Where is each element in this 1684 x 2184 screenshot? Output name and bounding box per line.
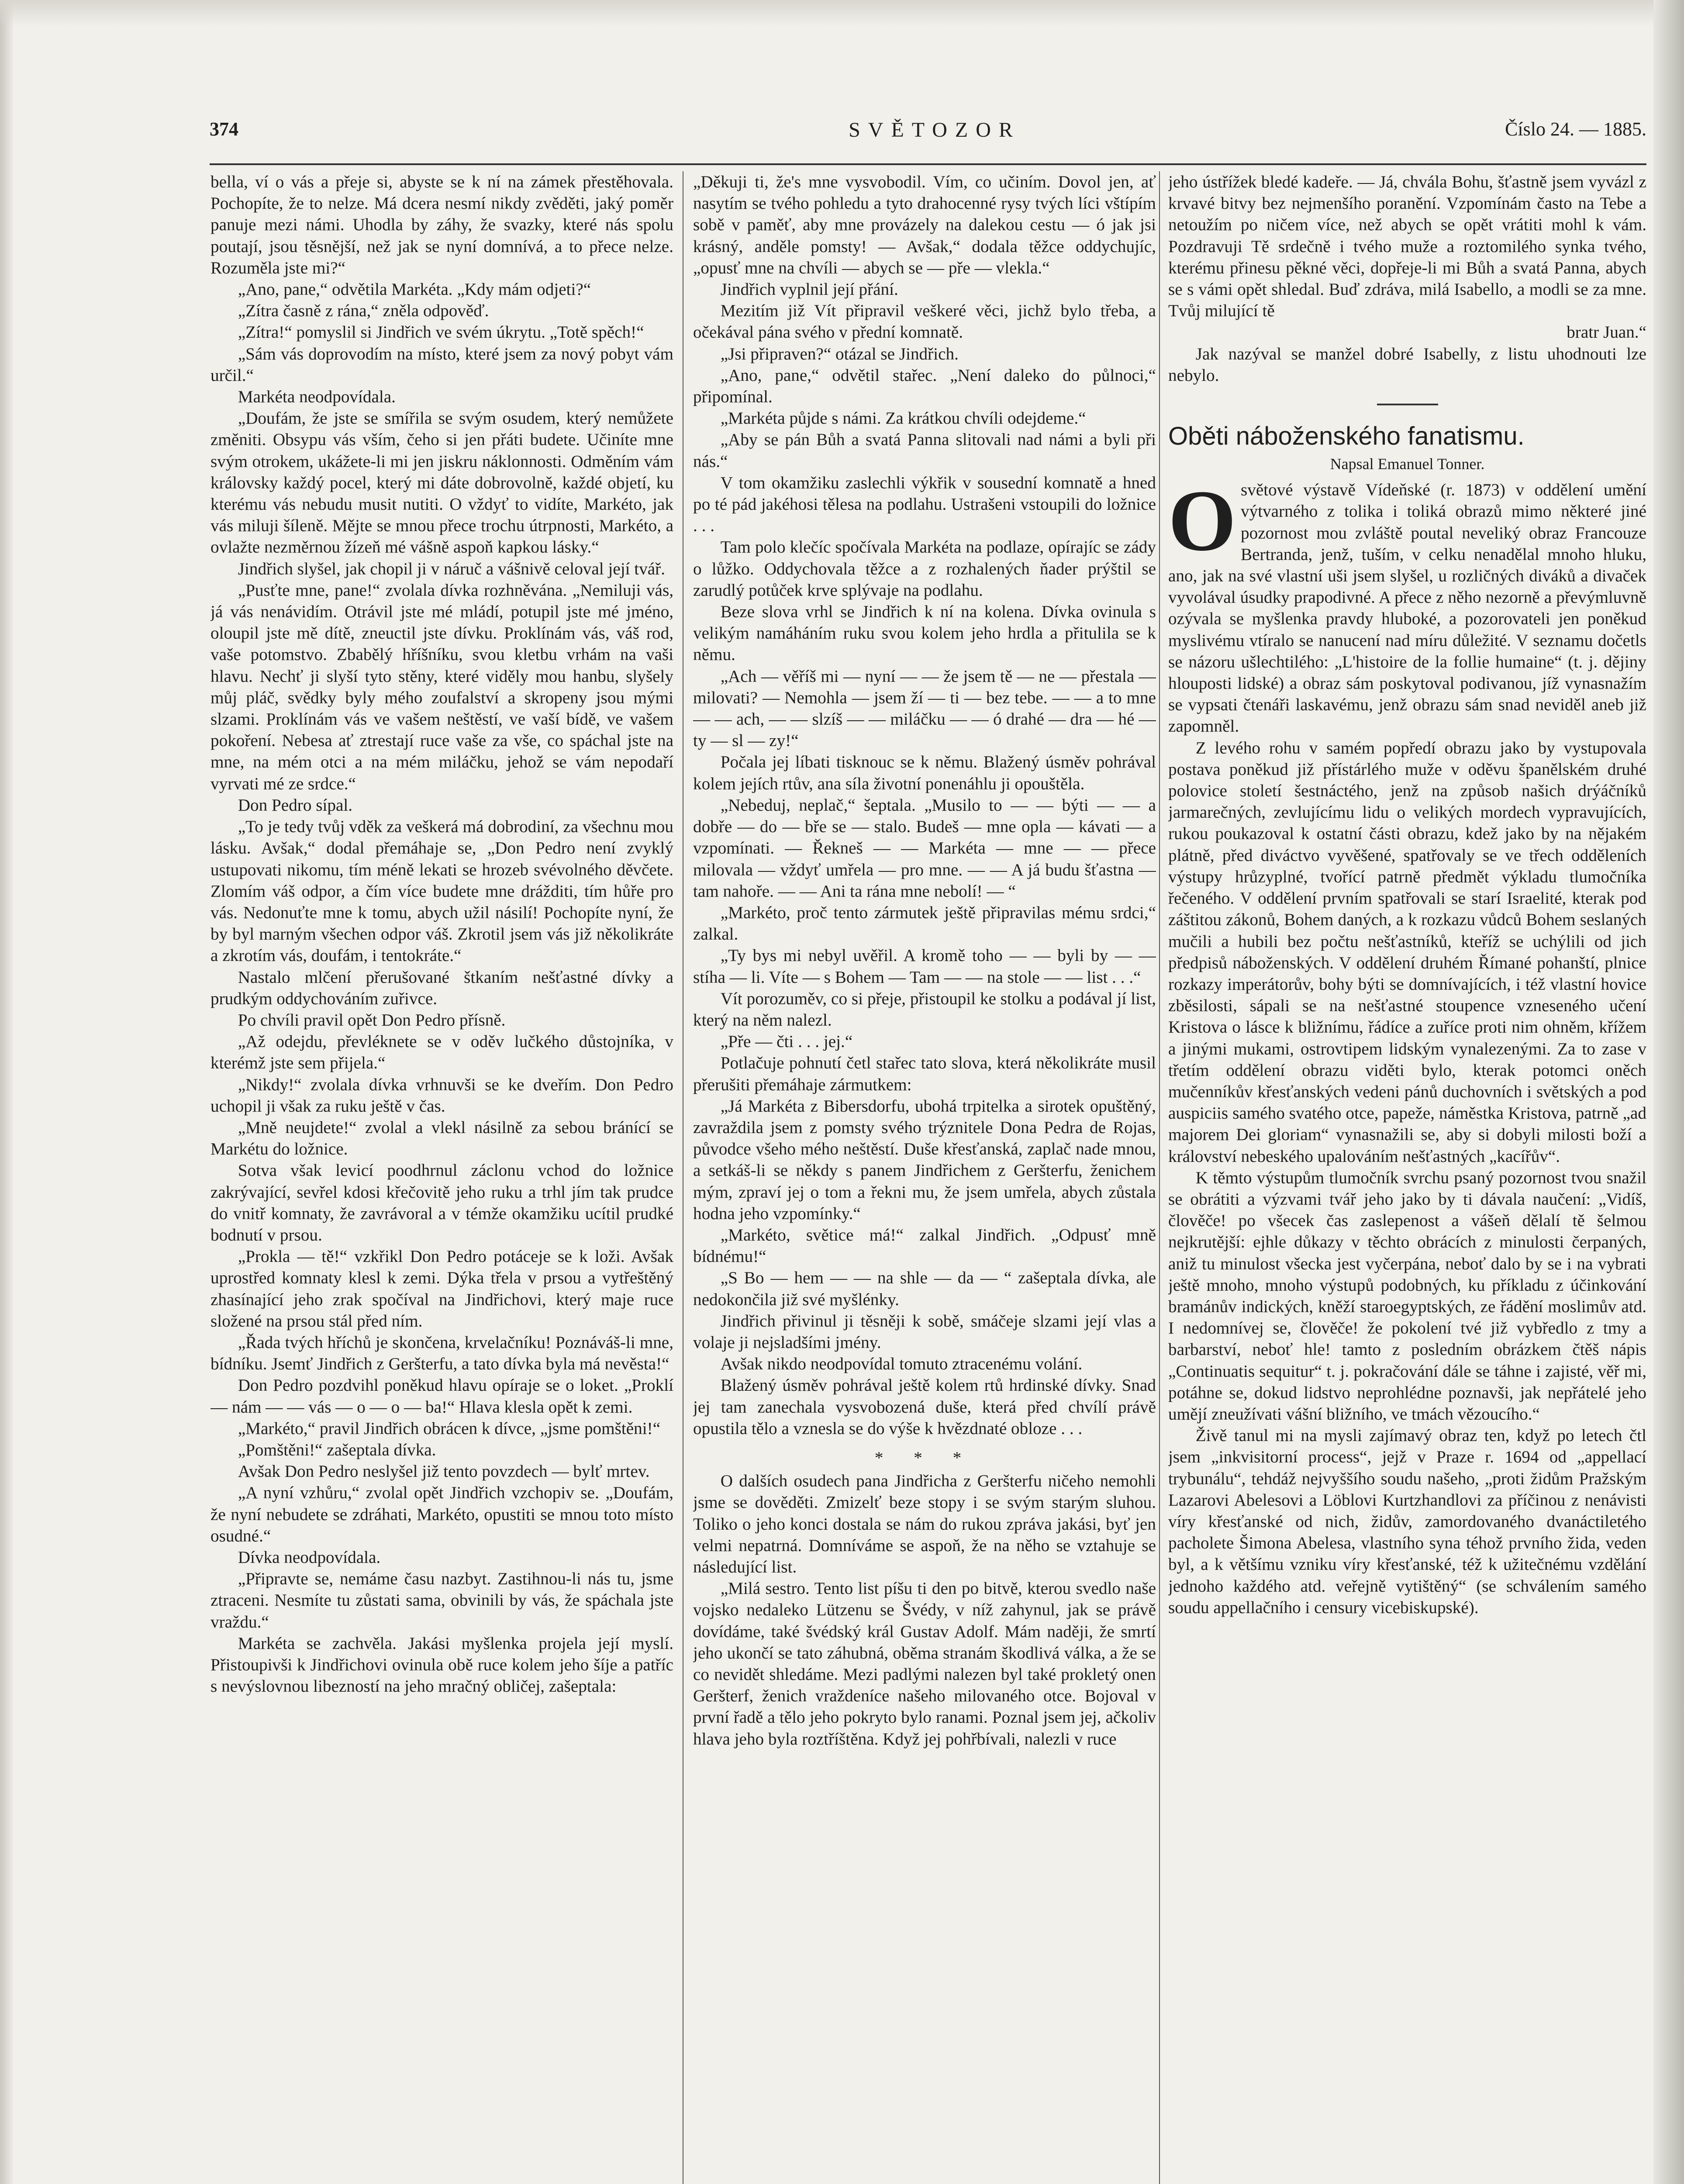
paragraph: O dalších osudech pana Jindřicha z Geršterfu ničeho nemohli jsme se dověděti. Zmizelť beze stopy i se svým starým sluhou. Toliko o jeho konci dostala se nám do rukou zpráva jakási, byť jen velmi nepatrná. Domníváme se aspoň, že na něho se vztahuje se následující list. [693, 1472, 1156, 1576]
paragraph: Nastalo mlčení přerušované štkaním nešťastné dívky a prudkým oddychováním zuřivce. [210, 968, 673, 1008]
drop-capital: O [1168, 473, 1236, 570]
paragraph: „Řada tvých hříchů je skončena, krvelačníku! Poznáváš-li mne, bídníku. Jsemť Jindřich z Geršterfu, a tato dívka byla má nevěsta!“ [210, 1333, 673, 1374]
column-separator [1159, 171, 1160, 2184]
paragraph: „Markéto, proč tento zármutek ještě připravilas mému srdci,“ zalkal. [693, 903, 1156, 944]
page-edge-shadow [1653, 0, 1684, 2184]
paragraph: „Nebeduj, neplač,“ šeptala. „Musilo to — — býti — — a dobře — do — bře se — stalo. Budeš — mne opla — kávati — a vzpomínati. — Řekneš — — Markéta — mne — — přece milovala — vždyť umřela — pro mne. — — A já budu šťastna — tam nahoře. — — Ani ta rána mne nebolí! — “ [693, 795, 1156, 901]
column-left [210, 171, 673, 2184]
article-title: Oběti náboženského fanatismu. [1168, 422, 1525, 451]
issue-number: Číslo 24. — 1885. [1505, 118, 1646, 140]
paragraph: „Zítra časně z rána,“ zněla odpověď. [238, 301, 489, 321]
paragraph: „Ach — věříš mi — nyní — — že jsem tě — ne — přestala — milovati? — Nemohla — jsem ží — ti — bez tebe. — — a to mne — — ach, — — slzíš — — miláčku — — ó drahé — dra — hé — ty — sl — zy!“ [693, 667, 1156, 750]
paragraph: „Doufám, že jste se smířila se svým osudem, který nemůžete změniti. Obsypu vás vším, čeho si jen přáti budete. Učiníte mne svým otrokem, ukážete-li mi jen jiskru náklonnosti. Odměním vám královsky každý pocel, který mi dáte dobrovolně, každé objetí, ku kterému vás nebudu musit nutiti. O vždyť to vidíte, Markéto, jak vás miluji šíleně. Mějte se mnou přece trochu útrpnosti, Markéto, a ovlažte nezměrnou žízeň mé vášně aspoň kapkou lásky.“ [210, 409, 673, 557]
paragraph: „Ano, pane,“ odvětila Markéta. „Kdy mám odjeti?“ [238, 280, 591, 299]
paragraph: Jindřich přivinul ji těsněji k sobě, smáčeje slzami její vlas a volaje ji nejsladšími jmény. [693, 1311, 1156, 1352]
paragraph: Po chvíli pravil opět Don Pedro přísně. [238, 1010, 506, 1030]
paragraph: Tam polo klečíc spočívala Markéta na podlaze, opírajíc se zády o lůžko. Oddychovala těžce a z rozhalených ňader prýštil se zarudlý potůček krve splývaje na podlahu. [693, 538, 1156, 600]
paragraph: „Markéto,“ pravil Jindřich obrácen k dívce, „jsme pomštěni!“ [238, 1419, 661, 1438]
paragraph: Dívka neodpovídala. [238, 1548, 381, 1567]
header-rule [210, 163, 1646, 165]
paragraph: „A nyní vzhůru,“ zvolal opět Jindřich vzchopiv se. „Doufám, že nyní nebudete se zdráhati, Markéto, opustiti se mnou toto místo osudné.“ [210, 1483, 673, 1545]
paragraph: Sotva však levicí poodhrnul záclonu vchod do ložnice zakrývající, sevřel kdosi křečovitě jeho ruku a trhl jím tak prudce do vnitř komnaty, že zavrávoral a v témže okamžiku ucítil prudké bodnutí v prsou. [210, 1161, 673, 1244]
paragraph: „Připravte se, nemáme času nazbyt. Zastihnou-li nás tu, jsme ztraceni. Nesmíte tu zůstati sama, obvinili by vás, že spáchala jste vraždu.“ [210, 1569, 673, 1631]
column-right [1168, 171, 1646, 2184]
paragraph: „Pomštěni!“ zašeptala dívka. [238, 1440, 436, 1459]
paragraph: Avšak Don Pedro neslyšel již tento povzdech — bylť mrtev. [238, 1462, 650, 1481]
paragraph: Beze slova vrhl se Jindřich k ní na kolena. Dívka ovinula s velikým namáháním ruku svou kolem jeho hrdla a přitulila se k němu. [693, 602, 1156, 664]
paragraph: Don Pedro pozdvihl poněkud hlavu opíraje se o loket. „Proklí — nám — — vás — o — o — ba!“ Hlava klesla opět k zemi. [210, 1376, 673, 1417]
paragraph: Jindřich vyplnil její přání. [720, 280, 898, 299]
paragraph: „Jsi připraven?“ otázal se Jindřich. [720, 344, 959, 363]
paragraph: K těmto výstupům tlumočník svrchu psaný pozornost tvou snažil se obrátiti a výzvami tvář jeho jako by ti dávala naučení: „Vidíš, člověče! po všecek čas zaslepenost a vášeň dělalí tě šelmou nejkrutější: ejhle důkazy v těchto obrácích z minulosti čerpaných, aniž tu minulost všecka jest vyčerpána, neboť dalo by se i na vybrati ještě mnoho, mnoho výstupů podobných, ku příkladu z účinkování bramánův indických, kněží staroegyptských, ze řádění moslimův atd. I nedomnívej se, člověče! že pokolení tvé již vybředlo z tmy a barbarství, neboť hle! tamto z posledním obrázkem čtěš nápis „Continuatis sequitur“ t. j. pokračování dále se táhne i zajisté, věř mi, potáhne se, dokud lidstvo neprohlédne poznavši, jak nepřátelé jeho umějí zneužívati vášní bližního, ve tmách vězoucího.“ [1168, 1168, 1646, 1424]
paragraph: „Děkuji ti, že's mne vysvobodil. Vím, co učiním. Dovol jen, ať nasytím se tvého pohledu a tyto drahocenné rysy tvých líci vštípím sobě v paměť, aby mne provázely na dalekou cestu — ó jak jsi krásný, anděle pomsty! — Avšak,“ dodala těžce oddychujíc, „opusť mne na chvíli — abych se — pře — vlekla.“ [693, 173, 1156, 277]
running-title: SVĚTOZOR [849, 118, 1021, 142]
paragraph: Mezitím již Vít připravil veškeré věci, jichž bylo třeba, a očekával pána svého v přední komnatě. [693, 301, 1156, 342]
paragraph: Jindřich slyšel, jak chopil ji v náruč a vášnivě celoval její tvář. [238, 559, 666, 578]
paragraph: „Prokla — tě!“ vzkřikl Don Pedro potáceje se k loži. Avšak uprostřed komnaty klesl k zemi. Dýka třela v prsou a vytřeštěný zhasínající jeho zrak spočíval na Jindřichovi, který maje ruce složené na prsou stál před ním. [210, 1247, 673, 1330]
paragraph: „Ano, pane,“ odvětil stařec. „Není daleko do půlnoci,“ připomínal. [693, 366, 1156, 407]
article-byline: Napsal Emanuel Tonner. [1330, 455, 1485, 473]
column-middle [693, 171, 1156, 2184]
paragraph: „Mně neujdete!“ zvolal a vlekl násilně za sebou bránící se Markétu do ložnice. [210, 1118, 673, 1159]
paragraph: Z levého rohu v samém popředí obrazu jako by vystupovala postava poněkud již přístárlého muže v oděvu španělském druhé polovice století šestnáctého, jenž na způsob našich drýáčníků jarmarečných, zevlujícímu lidu o velikých mordech vypravujících, rukou poukazoval k ostatní části obrazu, kdež jako by na nějakém plátně, před diváctvo vyvěšené, spatřovaly se ve třech odděleních výstupy hrůzyplné, tvořící patrně předmět výkladu tlumočníka řečeného. V oddělení prvním spatřovali se starí Israelité, kterak pod záštitou zákonů, Bohem daných, a k rozkazu vůdců Bohem seslaných mučili a hubili bez počtu nešťastníků, kteříž se uchýlili od jich předpisů náboženských. V oddělení druhém Římané pohanští, plnice rozkazy imperátorův, bohy býti se domnívajících, i též vlastní hovice zběsilosti, sápali se na nešťastné stoupence vzneseného učení Kristova o lásce k bližnímu, řádíce a zuříce proti nim ohněm, křížem a jinými mukami, ostrovtipem lidským vynalezenými. Za to zase v třetím oddělení obrazu viděti bylo, kterak potomci oněch mučenníkův křesťanských vedeni pánů duchovních i světských a pod auspiciis samého svatého otce, papeže, náměstka Kristova, patrně „ad majorem Dei gloriam“ vynasnažili se, aby si dobyli milosti boží a království nebeského upalováním nešťastných „kacířův“. [1168, 738, 1646, 1166]
page-top-shadow [0, 0, 1684, 26]
paragraph: Blažený úsměv pohrával ještě kolem rtů hrdinské dívky. Snad jej tam zanechala vysvobozená duše, která před chvílí právě opustila tělo a vznesla se do výše k hvězdnaté obloze . . . [693, 1376, 1156, 1438]
paragraph: Počala jej líbati tisknouc se k němu. Blažený úsměv pohrával kolem jejích rtův, ana síla životní ponenáhlu ji opouštěla. [693, 753, 1156, 793]
paragraph: Živě tanul mi na mysli zajímavý obraz ten, když po letech čtl jsem „inkvisitorní process“, jejž v Praze r. 1694 od „appellací trybunálu“, tehdáž nejvyššího soudu našeho, „proti židům Pražským Lazarovi Abelesovi a Löblovi Kurtzhandlovi za příčinou z nenávisti víry křesťanské od nich, židův, zamordovaného dvanáctiletého pacholete Šimona Abelesa, vlastního syna téhož prvního žida, veden byl, a k většímu vzniku víry křesťanské, též k užitečnému vzdělání jednoho každého atd. veřejně vytištěný“ (se schválením samého soudu appellačního i censury vicebiskupské). [1168, 1426, 1646, 1617]
page-header [210, 118, 1646, 153]
paragraph: „Aby se pán Bůh a svatá Panna slitovali nad námi a byli při nás.“ [693, 430, 1156, 471]
letter-ending: jeho ústřížek bledé kadeře. — Já, chvála Bohu, šťastně jsem vyvázl z krvavé bitvy bez nejmenšího poranění. Vzpomínám často na Tebe a netoužím po ničem více, než abych se opět vrátiti mohl k vám. Pozdravuji Tě srdečně i tvého muže a roztomilého synka tvého, kterému přinesu pěkné věci, dopřeje-li mi Bůh a svatá Panna, abych se s vámi opět shledal. Buď zdráva, milá Isabello, a modli se za mne. Tvůj milující tě [1168, 173, 1646, 321]
paragraph: Avšak nikdo neodpovídal tomuto ztracenému volání. [720, 1355, 1083, 1374]
paragraph: „Ty bys mi nebyl uvěřil. A kromě toho — — byli by — — stíha — li. Víte — s Bohem — Tam — — na stole — — list . . .“ [693, 946, 1156, 987]
paragraph: Markéta neodpovídala. [238, 387, 396, 407]
paragraph: „Markéta půjde s námi. Za krátkou chvíli odejdeme.“ [720, 409, 1086, 428]
paragraph: „S Bo — hem — — na shle — da — “ zašeptala dívka, ale nedokončila již své myšlénky. [693, 1268, 1156, 1309]
paragraph: „Milá sestro. Tento list píšu ti den po bitvě, kterou svedlo naše vojsko nedaleko Lützenu se Švédy, v níž zahynul, jak se právě dovídáme, také švédský král Gustav Adolf. Mám naději, že smrtí jeho ukončí se tato záhubná, oběma stranám škodlivá válka, a že se co nevidět shledáme. Mezi padlými nalezen byl také prokletý onen Geršterf, ženich vraždeníce našeho milovaného otce. Bojoval v první řadě a tělo jeho pokryto bylo ranami. Poznal jsem jej, ačkoliv hlava jeho byla roztříštěna. Když jej pohřbívali, nalezli v ruce [693, 1579, 1156, 1749]
paragraph: Potlačuje pohnutí četl stařec tato slova, která několikráte musil přerušiti přemáhaje zármutkem: [693, 1054, 1156, 1094]
paragraph: bella, ví o vás a přeje si, abyste se k ní na zámek přestěhovala. Pochopíte, že to nelze. Má dcera nesmí nikdy zvěděti, jaký poměr panuje mezi námi. Uhodla by záhy, že svazky, které nás spolu poutají, jsou těsnější, než jak se nyní domnívá, a to přece nelze. Rozuměla jste mi?“ [210, 173, 673, 277]
paragraph: „Sám vás doprovodím na místo, které jsem za nový pobyt vám určil.“ [210, 344, 673, 385]
paragraph: „Markéto, světice má!“ zalkal Jindřich. „Odpusť mně bídnému!“ [693, 1225, 1156, 1266]
paragraph: „Pusťte mne, pane!“ zvolala dívka rozhněvána. „Nemiluji vás, já vás nenávidím. Otrávil jste mé mládí, potupil jste mé jméno, oloupil jste mě dítě, zneuctil jste dívku. Proklínám vás, váš rod, vaše potomstvo. Zbabělý hříšníku, svou kletbu vrhám na vaši hlavu. Nechť ji slyší tyto stěny, které viděly mou hanbu, slyšely můj pláč, svědky byly mého zoufalství a skropeny jsou mými slzami. Proklínám vás ve vašem neštěstí, ve vaší bídě, ve vašem pokoření. Nebesa ať ztrestají ruce vaše za vše, co spáchal jste na mne, na mém otci a na mém miláčku, jehož se vám nepodaří vyrvati mé ze srdce.“ [210, 581, 673, 793]
paragraph: Markéta se zachvěla. Jakási myšlenka projela její myslí. Přistoupivši k Jindřichovi ovinula obě ruce kolem jeho šíje a patříc s nevýslovnou libezností na jeho mračný obličej, zašeptala: [210, 1634, 673, 1696]
paragraph: „Nikdy!“ zvolala dívka vrhnuvši se ke dveřím. Don Pedro uchopil ji však za ruku ještě v čas. [210, 1075, 673, 1116]
paragraph: „To je tedy tvůj vděk za veškerá má dobrodiní, za všechnu mou lásku. Avšak,“ dodal přemáhaje se, „Don Pedro není zvyklý ustupovati nikomu, tím méně lekati se hrozeb svévolného děvčete. Zlomím váš odpor, a čím více budete mne drážditi, tím hůře pro vás. Nedonuťte mne k tomu, abych užil násilí! Pochopíte nyní, že by byl marným všechen odpor váš. Zkrotil jsem vás již několikráte a zkrotím vás, doufám, i tentokráte.“ [210, 817, 673, 965]
page-number: 374 [210, 118, 238, 140]
paragraph: „Pře — čti . . . jej.“ [720, 1032, 853, 1051]
paragraph: „Zítra!“ pomyslil si Jindřich ve svém úkrytu. „Totě spěch!“ [238, 323, 644, 342]
paragraph: „Až odejdu, převléknete se v oděv lučkého důstojníka, v kterémž jste sem přijela.“ [210, 1032, 673, 1073]
paragraph: Don Pedro sípal. [238, 795, 353, 815]
article-body [1168, 473, 1646, 1618]
paragraph: světové výstavě Vídeňské (r. 1873) v oddělení umění výtvarného z tolika i toliká obrazů mimo některé jiné pozornost mou zvláště poutal neveliký obraz Francouze Bertranda, jenž, tuším, v celku nenadělal mnoho hluku, ano, jak na své vlastní uši jsem slyšel, u rozličných diváků a divaček vyvolával úsudky prapodivné. A přece z něho nezorně a převýmluvně ozývala se myšlenka pravdy hluboké, a pozorovateli jen poněkud myslivému vtíralo se nanucení nad míru důležité. V seznamu dočetls se názoru ušlechtilého: „L'histoire de la follie humaine“ (t. j. dějiny hlouposti lidské) a obraz sám poskytoval podivanou, jíž vynasnažím se vypsati čtenáři laskavému, jenž obrazu sám snad neviděl aneb již zapomněl. [1168, 480, 1646, 736]
page-binding-shadow [0, 0, 13, 2184]
section-divider [1377, 404, 1438, 405]
paragraph: V tom okamžiku zaslechli výkřik v sousední komnatě a hned po té pád jakéhosi tělesa na podlahu. Ustrašeni vstoupili do ložnice . . . [693, 473, 1156, 536]
story-closing: Jak nazýval se manžel dobré Isabelly, z listu uhodnouti lze nebylo. [1168, 344, 1646, 385]
paragraph: „Já Markéta z Bibersdorfu, ubohá trpitelka a sirotek opuštěný, zavraždila jsem z pomsty svého trýznitele Dona Pedra de Rojas, původce všeho mého neštěstí. Duše křesťanská, zaplač nade mnou, a setkáš-li se někdy s panem Jindřichem z Geršterfu, ženichem mým, zpraví jej o tom a řekni mu, že jsem umřela, abych zůstala hodna jeho vzpomínky.“ [693, 1096, 1156, 1223]
letter-signature: bratr Juan.“ [1567, 323, 1646, 342]
paragraph: Vít porozuměv, co si přeje, přistoupil ke stolku a podával jí list, který na něm nalezl. [693, 989, 1156, 1030]
section-break-stars: * * * [874, 1448, 975, 1467]
